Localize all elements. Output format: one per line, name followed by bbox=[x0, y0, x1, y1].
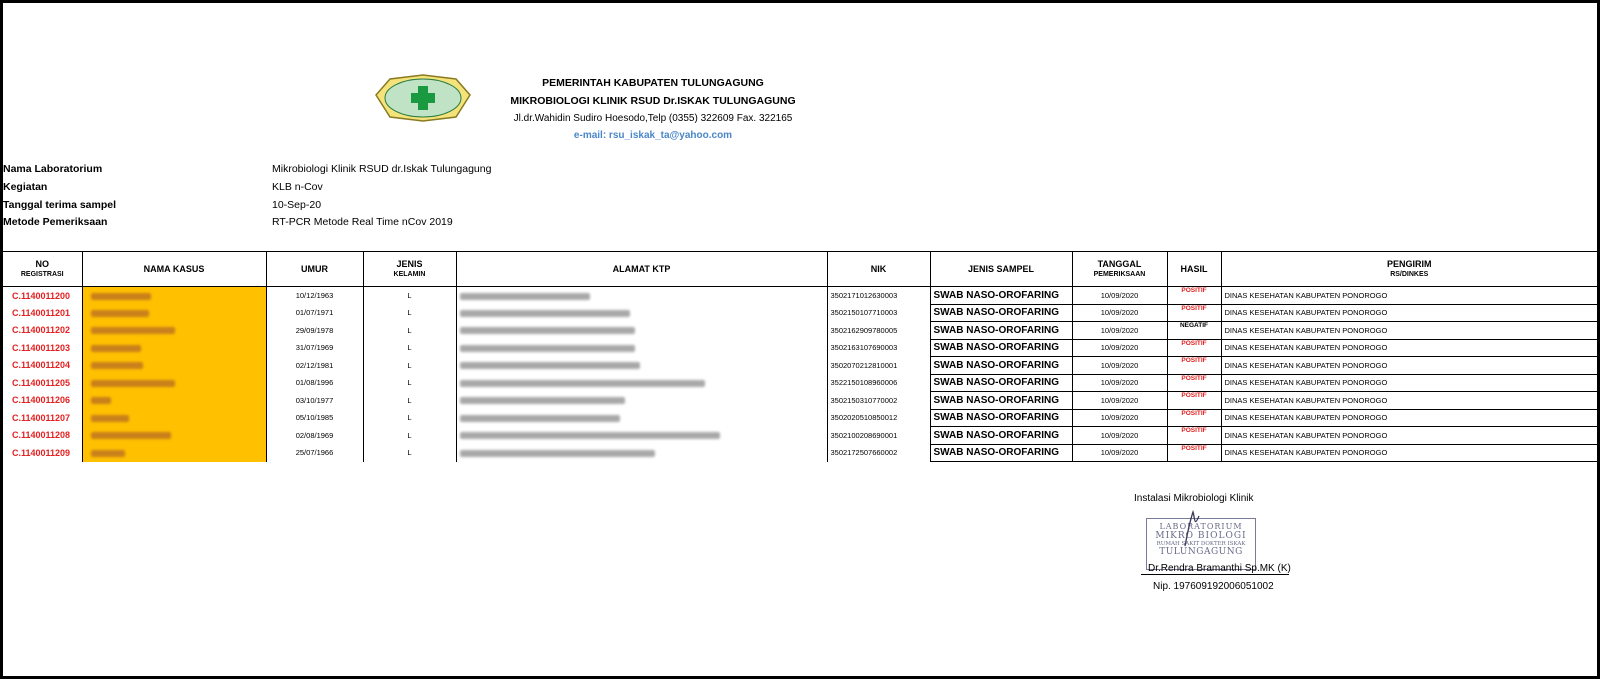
result-badge: POSITIF bbox=[1167, 339, 1221, 357]
sender: DINAS KESEHATAN KABUPATEN PONOROGO bbox=[1221, 357, 1597, 375]
date-of-birth: 25/07/1966 bbox=[266, 444, 363, 462]
gender: L bbox=[363, 427, 456, 445]
result-badge: POSITIF bbox=[1167, 374, 1221, 392]
info-value-laboratorium: Mikrobiologi Klinik RSUD dr.Iskak Tulungagung bbox=[272, 163, 492, 175]
exam-date: 10/09/2020 bbox=[1072, 409, 1167, 427]
address-redacted bbox=[456, 304, 827, 322]
nik-number: 3502150107710003 bbox=[827, 304, 930, 322]
sender: DINAS KESEHATAN KABUPATEN PONOROGO bbox=[1221, 322, 1597, 340]
signature-line bbox=[1141, 574, 1289, 575]
header-email[interactable]: e-mail: rsu_iskak_ta@yahoo.com bbox=[573, 130, 733, 141]
info-label-kegiatan: Kegiatan bbox=[3, 181, 48, 193]
exam-date: 10/09/2020 bbox=[1072, 339, 1167, 357]
sender: DINAS KESEHATAN KABUPATEN PONOROGO bbox=[1221, 409, 1597, 427]
exam-date: 10/09/2020 bbox=[1072, 287, 1167, 305]
sender: DINAS KESEHATAN KABUPATEN PONOROGO bbox=[1221, 374, 1597, 392]
results-table bbox=[3, 251, 1597, 462]
exam-date: 10/09/2020 bbox=[1072, 374, 1167, 392]
exam-date: 10/09/2020 bbox=[1072, 427, 1167, 445]
nik-number: 3522150108960006 bbox=[827, 374, 930, 392]
hospital-logo-icon bbox=[368, 73, 478, 123]
info-value-tanggal: 10-Sep-20 bbox=[272, 199, 322, 211]
address-redacted bbox=[456, 427, 827, 445]
table-row bbox=[3, 304, 1597, 322]
table-row bbox=[3, 444, 1597, 462]
sample-type: SWAB NASO-OROFARING bbox=[930, 427, 1072, 445]
sender: DINAS KESEHATAN KABUPATEN PONOROGO bbox=[1221, 444, 1597, 462]
registration-number: C.1140011208 bbox=[12, 430, 71, 441]
address-redacted bbox=[456, 392, 827, 410]
table-row bbox=[3, 287, 1597, 305]
sample-type: SWAB NASO-OROFARING bbox=[930, 339, 1072, 357]
sender: DINAS KESEHATAN KABUPATEN PONOROGO bbox=[1221, 339, 1597, 357]
exam-date: 10/09/2020 bbox=[1072, 392, 1167, 410]
info-value-metode: RT-PCR Metode Real Time nCov 2019 bbox=[272, 216, 453, 228]
case-name-redacted bbox=[82, 287, 266, 305]
gender: L bbox=[363, 374, 456, 392]
gender: L bbox=[363, 287, 456, 305]
registration-number: C.1140011206 bbox=[12, 395, 71, 406]
result-badge: NEGATIF bbox=[1167, 322, 1221, 340]
nik-number: 3502150310770002 bbox=[827, 392, 930, 410]
col-header-jenis-kelamin: JENIS KELAMIN bbox=[363, 252, 456, 287]
info-label-tanggal: Tanggal terima sampel bbox=[3, 199, 117, 211]
date-of-birth: 10/12/1963 bbox=[266, 287, 363, 305]
address-redacted bbox=[456, 444, 827, 462]
nik-number: 3502100208690001 bbox=[827, 427, 930, 445]
case-name-redacted bbox=[82, 339, 266, 357]
case-name-redacted bbox=[82, 322, 266, 340]
case-name-redacted bbox=[82, 357, 266, 375]
gender: L bbox=[363, 322, 456, 340]
table-row bbox=[3, 409, 1597, 427]
registration-number: C.1140011200 bbox=[12, 290, 71, 301]
date-of-birth: 29/09/1978 bbox=[266, 322, 363, 340]
registration-number: C.1140011205 bbox=[12, 377, 71, 388]
sample-type: SWAB NASO-OROFARING bbox=[930, 304, 1072, 322]
address-redacted bbox=[456, 287, 827, 305]
header-institution: MIKROBIOLOGI KLINIK RSUD Dr.ISKAK TULUNGAGUNG bbox=[510, 95, 796, 107]
gender: L bbox=[363, 392, 456, 410]
date-of-birth: 02/08/1969 bbox=[266, 427, 363, 445]
col-header-jenis-sampel: JENIS SAMPEL bbox=[930, 252, 1072, 287]
col-header-alamat: ALAMAT KTP bbox=[456, 252, 827, 287]
col-header-no: NO REGISTRASI bbox=[3, 252, 82, 287]
address-redacted bbox=[456, 357, 827, 375]
sample-type: SWAB NASO-OROFARING bbox=[930, 392, 1072, 410]
date-of-birth: 03/10/1977 bbox=[266, 392, 363, 410]
info-label-laboratorium: Nama Laboratorium bbox=[3, 163, 103, 175]
signature-nip: Nip. 197609192006051002 bbox=[1153, 581, 1274, 592]
header-government: PEMERINTAH KABUPATEN TULUNGAGUNG bbox=[542, 77, 764, 89]
registration-number: C.1140011203 bbox=[12, 342, 71, 353]
info-label-metode: Metode Pemeriksaan bbox=[3, 216, 108, 228]
exam-date: 10/09/2020 bbox=[1072, 444, 1167, 462]
gender: L bbox=[363, 409, 456, 427]
table-row bbox=[3, 357, 1597, 375]
sample-type: SWAB NASO-OROFARING bbox=[930, 374, 1072, 392]
result-badge: POSITIF bbox=[1167, 287, 1221, 305]
case-name-redacted bbox=[82, 444, 266, 462]
table-row bbox=[3, 339, 1597, 357]
sample-type: SWAB NASO-OROFARING bbox=[930, 287, 1072, 305]
col-header-nama: NAMA KASUS bbox=[82, 252, 266, 287]
gender: L bbox=[363, 357, 456, 375]
signature-name: Dr.Rendra Bramanthi Sp.MK (K) bbox=[1148, 563, 1291, 574]
table-row bbox=[3, 322, 1597, 340]
table-body bbox=[3, 287, 1597, 462]
result-badge: POSITIF bbox=[1167, 304, 1221, 322]
result-badge: POSITIF bbox=[1167, 409, 1221, 427]
col-header-umur: UMUR bbox=[266, 252, 363, 287]
result-badge: POSITIF bbox=[1167, 392, 1221, 410]
registration-number: C.1140011202 bbox=[12, 325, 71, 336]
case-name-redacted bbox=[82, 392, 266, 410]
nik-number: 3502020510850012 bbox=[827, 409, 930, 427]
date-of-birth: 05/10/1985 bbox=[266, 409, 363, 427]
address-redacted bbox=[456, 374, 827, 392]
laboratory-stamp: LABORATORIUM MIKRO BIOLOGI RUMAH SAKIT DOKTER ISKAK TULUNGAGUNG bbox=[1146, 518, 1256, 570]
table-row bbox=[3, 427, 1597, 445]
gender: L bbox=[363, 444, 456, 462]
sample-type: SWAB NASO-OROFARING bbox=[930, 409, 1072, 427]
result-badge: POSITIF bbox=[1167, 357, 1221, 375]
date-of-birth: 02/12/1981 bbox=[266, 357, 363, 375]
registration-number: C.1140011207 bbox=[12, 412, 71, 423]
address-redacted bbox=[456, 409, 827, 427]
exam-date: 10/09/2020 bbox=[1072, 322, 1167, 340]
sender: DINAS KESEHATAN KABUPATEN PONOROGO bbox=[1221, 427, 1597, 445]
exam-date: 10/09/2020 bbox=[1072, 304, 1167, 322]
nik-number: 3502070212810001 bbox=[827, 357, 930, 375]
sample-type: SWAB NASO-OROFARING bbox=[930, 444, 1072, 462]
nik-number: 3502172507660002 bbox=[827, 444, 930, 462]
sender: DINAS KESEHATAN KABUPATEN PONOROGO bbox=[1221, 392, 1597, 410]
address-redacted bbox=[456, 322, 827, 340]
date-of-birth: 31/07/1969 bbox=[266, 339, 363, 357]
nik-number: 3502162909780005 bbox=[827, 322, 930, 340]
table-header-row bbox=[3, 252, 1597, 287]
signature-unit: Instalasi Mikrobiologi Klinik bbox=[1134, 493, 1254, 504]
sample-type: SWAB NASO-OROFARING bbox=[930, 357, 1072, 375]
address-redacted bbox=[456, 339, 827, 357]
col-header-hasil: HASIL bbox=[1167, 252, 1221, 287]
registration-number: C.1140011209 bbox=[12, 447, 71, 458]
table-row bbox=[3, 392, 1597, 410]
result-badge: POSITIF bbox=[1167, 427, 1221, 445]
sender: DINAS KESEHATAN KABUPATEN PONOROGO bbox=[1221, 304, 1597, 322]
date-of-birth: 01/08/1996 bbox=[266, 374, 363, 392]
case-name-redacted bbox=[82, 409, 266, 427]
col-header-nik: NIK bbox=[827, 252, 930, 287]
case-name-redacted bbox=[82, 374, 266, 392]
info-value-kegiatan: KLB n-Cov bbox=[272, 181, 323, 193]
sender: DINAS KESEHATAN KABUPATEN PONOROGO bbox=[1221, 287, 1597, 305]
registration-number: C.1140011201 bbox=[12, 307, 71, 318]
exam-date: 10/09/2020 bbox=[1072, 357, 1167, 375]
col-header-pengirim: PENGIRIM RS/DINKES bbox=[1221, 252, 1597, 287]
header-address: Jl.dr.Wahidin Sudiro Hoesodo,Telp (0355) 322609 Fax. 322165 bbox=[513, 113, 793, 124]
col-header-tanggal: TANGGAL PEMERIKSAAN bbox=[1072, 252, 1167, 287]
sample-type: SWAB NASO-OROFARING bbox=[930, 322, 1072, 340]
report-sheet bbox=[3, 3, 1597, 676]
nik-number: 3502163107690003 bbox=[827, 339, 930, 357]
case-name-redacted bbox=[82, 427, 266, 445]
registration-number: C.1140011204 bbox=[12, 360, 71, 371]
signature-scribble-icon bbox=[1173, 508, 1213, 548]
gender: L bbox=[363, 339, 456, 357]
nik-number: 3502171012630003 bbox=[827, 287, 930, 305]
date-of-birth: 01/07/1971 bbox=[266, 304, 363, 322]
table-row bbox=[3, 374, 1597, 392]
result-badge: POSITIF bbox=[1167, 444, 1221, 462]
case-name-redacted bbox=[82, 304, 266, 322]
gender: L bbox=[363, 304, 456, 322]
